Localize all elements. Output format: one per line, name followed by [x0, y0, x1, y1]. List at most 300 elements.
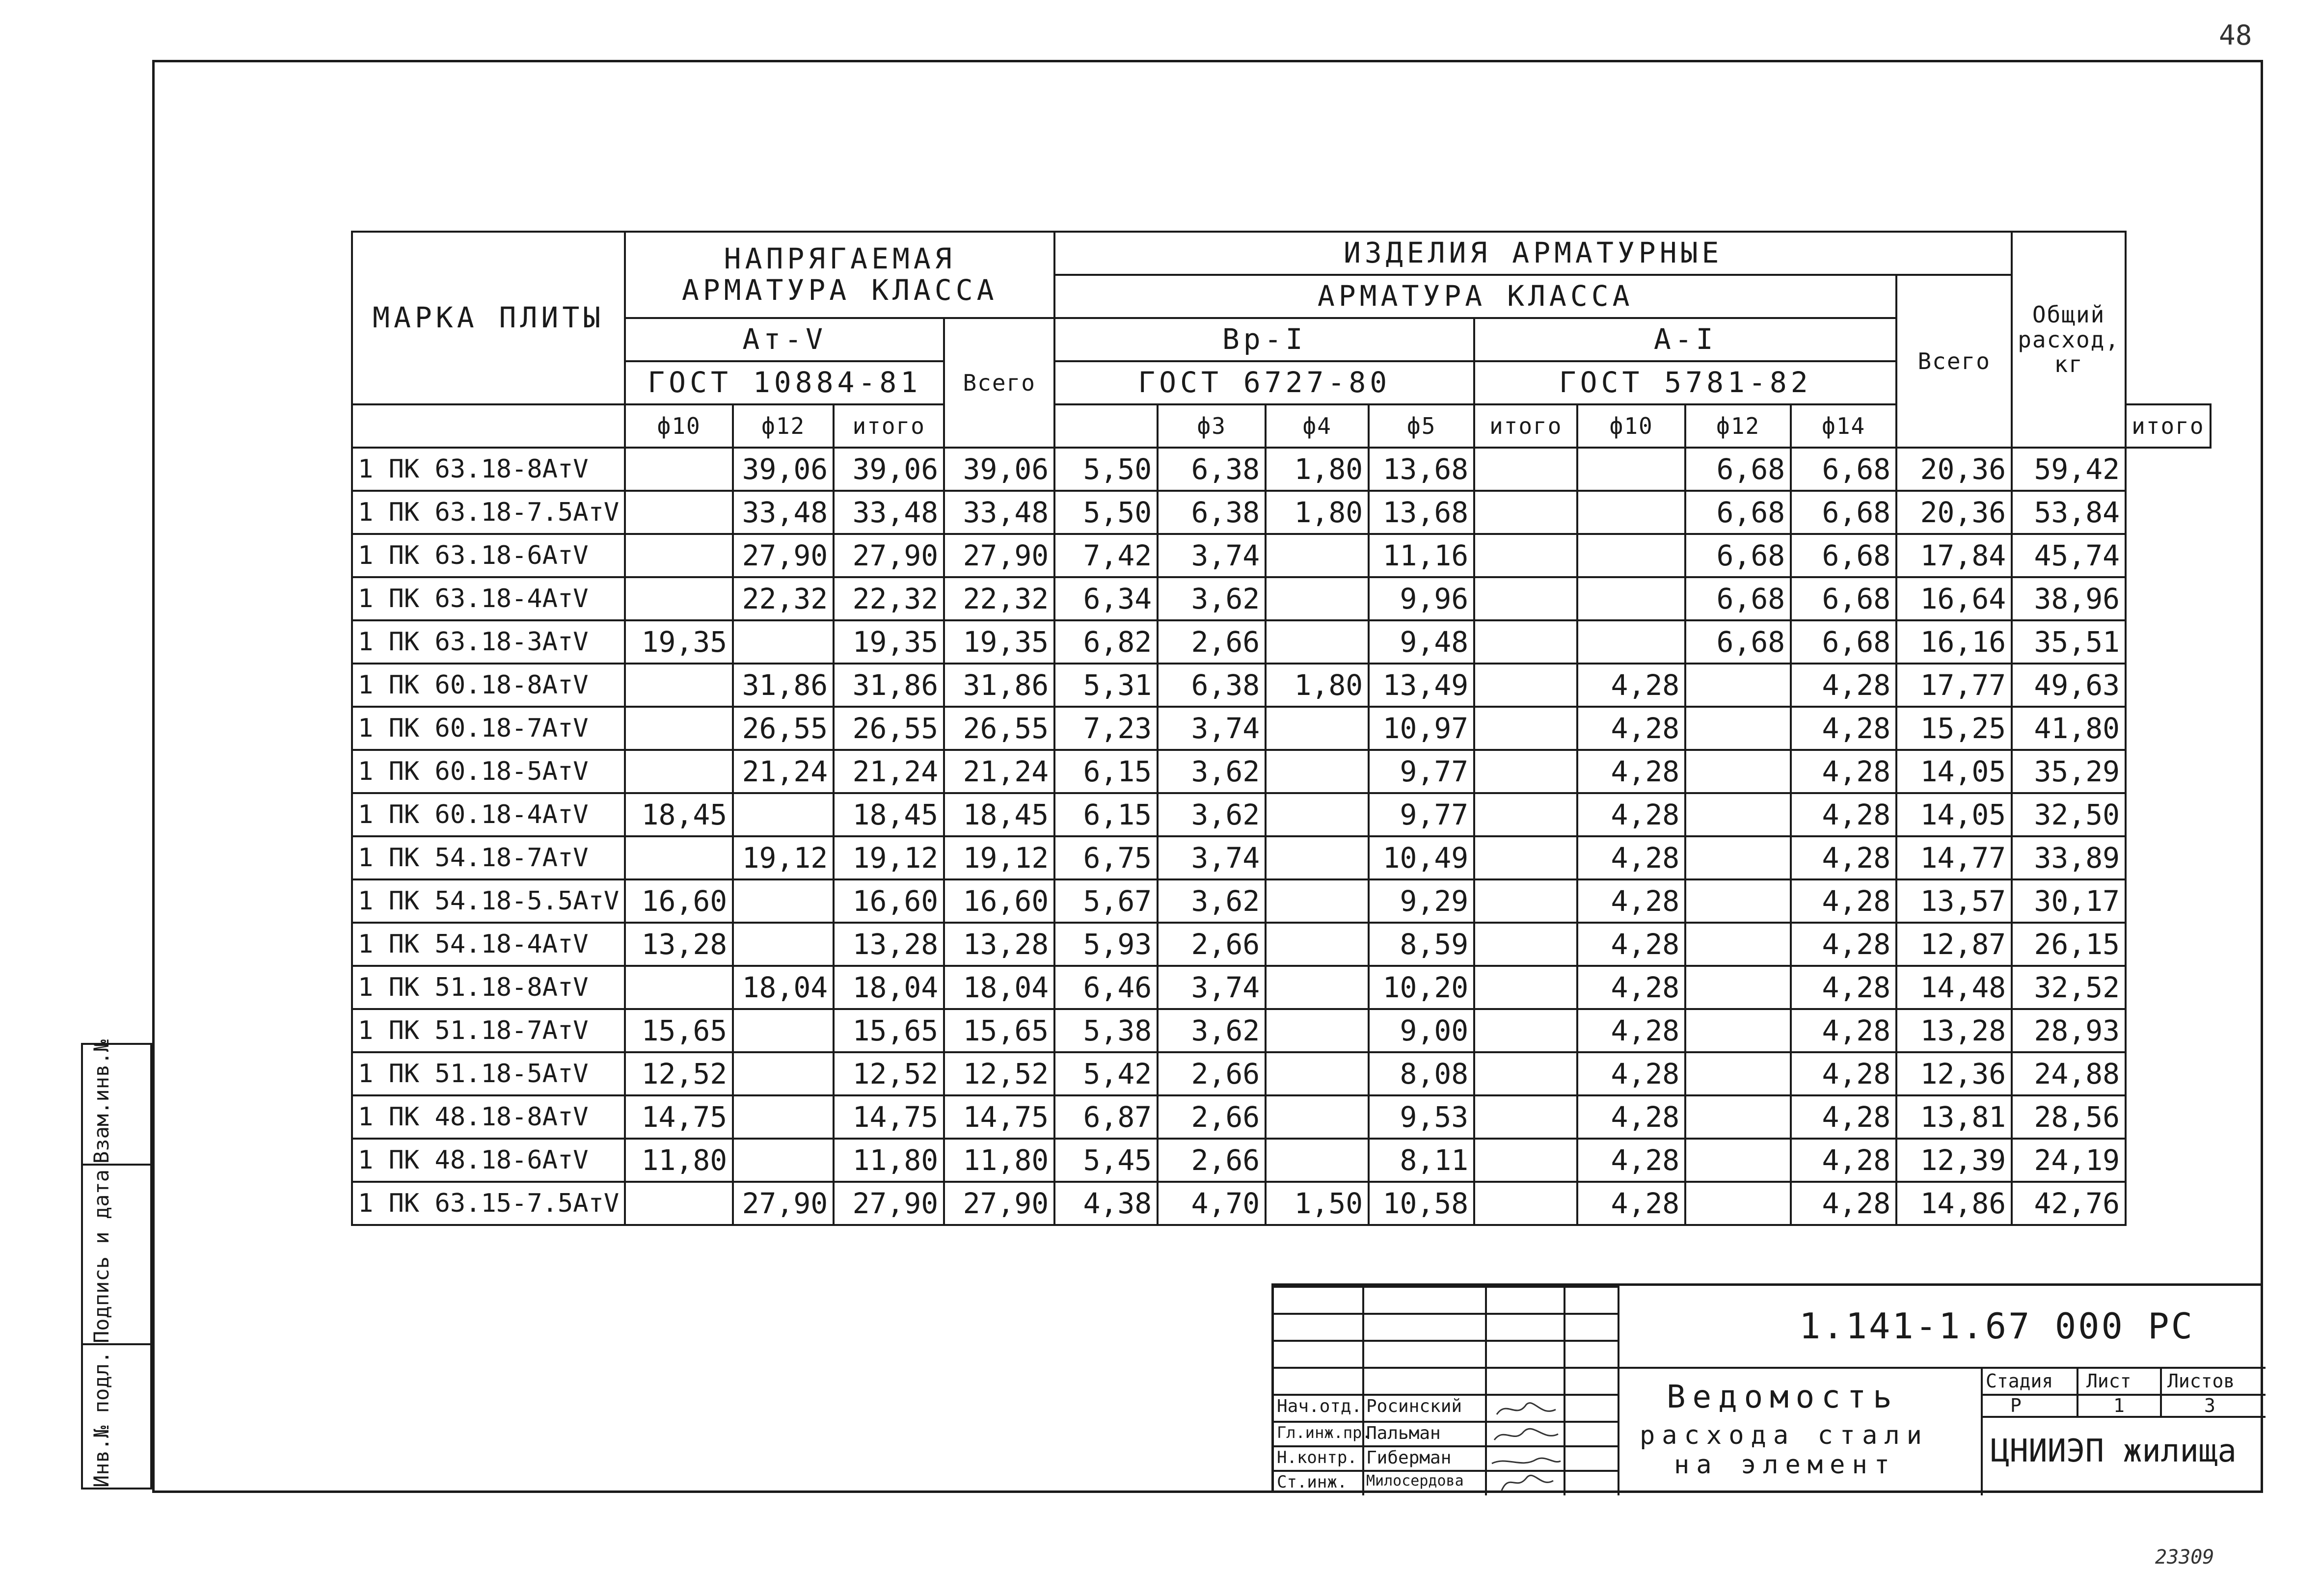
value-cell: 31,86 [834, 664, 944, 707]
side-stamp [81, 1039, 152, 1490]
value-cell [1685, 664, 1791, 707]
value-cell: 4,28 [1577, 664, 1685, 707]
value-cell: 18,45 [625, 793, 733, 836]
value-cell: 10,97 [1369, 707, 1474, 750]
title-line-1: Ведомость [1667, 1379, 1899, 1415]
value-cell: 19,12 [944, 836, 1054, 879]
value-cell: 24,88 [2012, 1052, 2126, 1095]
value-cell: 42,76 [2012, 1182, 2126, 1225]
value-cell [625, 836, 733, 879]
header-rebar-class: АРМАТУРА КЛАССА [1054, 275, 1896, 318]
slab-mark-cell: 1 ПК 51.18-7АтV [352, 1009, 625, 1052]
value-cell: 8,08 [1369, 1052, 1474, 1095]
table-row [352, 1009, 2211, 1052]
value-cell [733, 1095, 834, 1139]
value-cell [1266, 1139, 1369, 1182]
sheet-number: 48 [2219, 20, 2252, 52]
value-cell: 6,68 [1685, 620, 1791, 664]
side-stamp-inv-number: Инв.№ подл. [81, 1343, 152, 1490]
slab-mark-cell: 1 ПК 48.18-6АтV [352, 1139, 625, 1182]
value-cell: 11,80 [834, 1139, 944, 1182]
value-cell: 38,96 [2012, 577, 2126, 620]
value-cell: 20,36 [1896, 448, 2012, 491]
value-cell: 15,65 [944, 1009, 1054, 1052]
slab-mark-cell: 1 ПК 54.18-5.5АтV [352, 879, 625, 923]
slab-mark-cell: 1 ПК 60.18-4АтV [352, 793, 625, 836]
value-cell: 31,86 [944, 664, 1054, 707]
value-cell: 7,42 [1054, 534, 1158, 577]
value-cell: 6,15 [1054, 793, 1158, 836]
header-bp-gost: ГОСТ 6727-80 [1054, 361, 1474, 404]
header-a-gost: ГОСТ 5781-82 [1474, 361, 1896, 404]
value-cell: 9,77 [1369, 793, 1474, 836]
table-row [352, 620, 2211, 664]
value-cell: 27,90 [733, 534, 834, 577]
value-cell: 3,62 [1158, 793, 1266, 836]
value-cell: 19,35 [944, 620, 1054, 664]
value-cell: 39,06 [944, 448, 1054, 491]
value-cell [733, 1009, 834, 1052]
value-cell [1685, 1139, 1791, 1182]
value-cell [1266, 1009, 1369, 1052]
signer-role-3: Н.контр. [1277, 1448, 1357, 1467]
value-cell: 14,86 [1896, 1182, 2012, 1225]
value-cell [1577, 620, 1685, 664]
value-cell: 19,35 [625, 620, 733, 664]
value-cell: 3,74 [1158, 707, 1266, 750]
value-cell: 4,28 [1577, 1139, 1685, 1182]
value-cell: 6,75 [1054, 836, 1158, 879]
value-cell: 12,39 [1896, 1139, 2012, 1182]
value-cell: 14,05 [1896, 750, 2012, 793]
value-cell: 4,28 [1577, 1095, 1685, 1139]
value-cell [1685, 793, 1791, 836]
value-cell [1266, 534, 1369, 577]
value-cell: 16,60 [834, 879, 944, 923]
value-cell [1266, 923, 1369, 966]
sheet-label: Лист [2086, 1370, 2131, 1392]
value-cell: 27,90 [944, 534, 1054, 577]
slab-mark-cell: 1 ПК 48.18-8АтV [352, 1095, 625, 1139]
sheet-value: 1 [2113, 1395, 2125, 1416]
signer-name-1: Росинский [1366, 1396, 1462, 1416]
value-cell [733, 1139, 834, 1182]
value-cell: 12,36 [1896, 1052, 2012, 1095]
value-cell: 9,53 [1369, 1095, 1474, 1139]
table-row [352, 448, 2211, 491]
subheader-bp-d3: ф3 [1158, 404, 1266, 448]
value-cell: 17,84 [1896, 534, 2012, 577]
value-cell [1266, 879, 1369, 923]
value-cell [625, 1182, 733, 1225]
value-cell [1577, 448, 1685, 491]
value-cell: 3,62 [1158, 1009, 1266, 1052]
value-cell: 3,62 [1158, 577, 1266, 620]
value-cell: 4,70 [1158, 1182, 1266, 1225]
value-cell: 1,80 [1266, 664, 1369, 707]
value-cell: 18,04 [944, 966, 1054, 1009]
value-cell: 4,28 [1791, 1182, 1896, 1225]
value-cell: 16,16 [1896, 620, 2012, 664]
value-cell: 4,38 [1054, 1182, 1158, 1225]
header-bp-class: Вр-I [1054, 318, 1474, 361]
table-row [352, 879, 2211, 923]
value-cell: 10,49 [1369, 836, 1474, 879]
value-cell: 1,80 [1266, 448, 1369, 491]
value-cell: 35,29 [2012, 750, 2126, 793]
table-row [352, 491, 2211, 534]
value-cell [625, 664, 733, 707]
value-cell: 21,24 [733, 750, 834, 793]
value-cell: 6,38 [1158, 448, 1266, 491]
value-cell: 15,25 [1896, 707, 2012, 750]
value-cell: 4,28 [1577, 793, 1685, 836]
slab-mark-cell: 1 ПК 63.18-6АтV [352, 534, 625, 577]
stage-value: Р [2010, 1395, 2022, 1416]
value-cell [1266, 793, 1369, 836]
value-cell: 13,68 [1369, 491, 1474, 534]
side-stamp-signature-date: Подпись и дата [81, 1164, 152, 1345]
value-cell: 9,77 [1369, 750, 1474, 793]
value-cell: 3,74 [1158, 966, 1266, 1009]
table-row [352, 534, 2211, 577]
slab-mark-cell: 1 ПК 63.18-4АтV [352, 577, 625, 620]
value-cell: 4,28 [1577, 1052, 1685, 1095]
value-cell: 15,65 [625, 1009, 733, 1052]
value-cell: 33,48 [834, 491, 944, 534]
value-cell: 6,68 [1791, 534, 1896, 577]
value-cell: 32,50 [2012, 793, 2126, 836]
value-cell: 32,52 [2012, 966, 2126, 1009]
value-cell: 27,90 [944, 1182, 1054, 1225]
value-cell: 13,28 [944, 923, 1054, 966]
value-cell: 20,36 [1896, 491, 2012, 534]
value-cell: 6,68 [1791, 448, 1896, 491]
value-cell [1474, 1139, 1577, 1182]
subheader-at-d10: ф10 [625, 404, 733, 448]
value-cell [1474, 966, 1577, 1009]
value-cell: 39,06 [733, 448, 834, 491]
value-cell [1266, 966, 1369, 1009]
value-cell: 26,55 [944, 707, 1054, 750]
value-cell: 8,59 [1369, 923, 1474, 966]
header-at-class: Ат-V [625, 318, 944, 361]
value-cell: 4,28 [1791, 836, 1896, 879]
value-cell: 13,57 [1896, 879, 2012, 923]
value-cell: 4,28 [1791, 750, 1896, 793]
value-cell: 19,35 [834, 620, 944, 664]
slab-mark-cell: 1 ПК 54.18-7АтV [352, 836, 625, 879]
value-cell: 6,68 [1791, 491, 1896, 534]
value-cell: 16,64 [1896, 577, 2012, 620]
value-cell [1577, 577, 1685, 620]
value-cell [1474, 1182, 1577, 1225]
value-cell: 5,50 [1054, 448, 1158, 491]
subheader-bp-d5: ф5 [1369, 404, 1474, 448]
value-cell [1577, 491, 1685, 534]
value-cell [1685, 836, 1791, 879]
value-cell: 4,28 [1791, 1052, 1896, 1095]
slab-mark-cell: 1 ПК 51.18-5АтV [352, 1052, 625, 1095]
title-line-2: расхода стали [1640, 1421, 1929, 1450]
value-cell: 26,15 [2012, 923, 2126, 966]
value-cell: 4,28 [1577, 966, 1685, 1009]
slab-mark-cell: 1 ПК 63.18-3АтV [352, 620, 625, 664]
subheader-at-d12: ф12 [733, 404, 834, 448]
value-cell: 4,28 [1791, 1139, 1896, 1182]
value-cell [1685, 1052, 1791, 1095]
value-cell: 18,45 [834, 793, 944, 836]
value-cell [1474, 707, 1577, 750]
value-cell: 6,46 [1054, 966, 1158, 1009]
table-row [352, 577, 2211, 620]
value-cell: 2,66 [1158, 1139, 1266, 1182]
value-cell: 10,58 [1369, 1182, 1474, 1225]
value-cell: 6,34 [1054, 577, 1158, 620]
value-cell: 26,55 [733, 707, 834, 750]
value-cell: 33,48 [733, 491, 834, 534]
value-cell [1266, 707, 1369, 750]
header-total-products: Всего [1896, 275, 2012, 448]
value-cell: 3,74 [1158, 534, 1266, 577]
value-cell: 22,32 [944, 577, 1054, 620]
value-cell [625, 534, 733, 577]
value-cell [733, 923, 834, 966]
value-cell [625, 577, 733, 620]
value-cell: 4,28 [1577, 750, 1685, 793]
value-cell: 19,12 [834, 836, 944, 879]
value-cell: 22,32 [733, 577, 834, 620]
subheader-at-total: итого [834, 404, 944, 448]
signer-role-2: Гл.инж.пр. [1277, 1423, 1372, 1442]
value-cell: 53,84 [2012, 491, 2126, 534]
table-row [352, 836, 2211, 879]
value-cell: 9,29 [1369, 879, 1474, 923]
value-cell: 5,38 [1054, 1009, 1158, 1052]
value-cell: 6,68 [1685, 577, 1791, 620]
value-cell [1474, 750, 1577, 793]
value-cell: 13,28 [1896, 1009, 2012, 1052]
value-cell: 12,87 [1896, 923, 2012, 966]
value-cell: 13,28 [625, 923, 733, 966]
steel-consumption-table [351, 231, 2212, 1226]
table-row [352, 1139, 2211, 1182]
value-cell [625, 750, 733, 793]
value-cell: 5,67 [1054, 879, 1158, 923]
value-cell: 4,28 [1791, 966, 1896, 1009]
signer-name-3: Гиберман [1366, 1448, 1452, 1468]
value-cell: 11,80 [944, 1139, 1054, 1182]
value-cell: 14,48 [1896, 966, 2012, 1009]
subheader-bp-total: итого [1474, 404, 1577, 448]
value-cell: 27,90 [834, 534, 944, 577]
stage-label: Стадия [1986, 1370, 2053, 1392]
value-cell: 5,45 [1054, 1139, 1158, 1182]
value-cell [1266, 1095, 1369, 1139]
value-cell: 3,74 [1158, 836, 1266, 879]
value-cell: 3,62 [1158, 750, 1266, 793]
value-cell [1474, 577, 1577, 620]
value-cell: 21,24 [944, 750, 1054, 793]
slab-mark-cell: 1 ПК 51.18-8АтV [352, 966, 625, 1009]
signer-name-2: Пальман [1366, 1423, 1441, 1443]
value-cell [625, 448, 733, 491]
value-cell: 22,32 [834, 577, 944, 620]
value-cell [1685, 1095, 1791, 1139]
slab-mark-cell: 1 ПК 63.18-8АтV [352, 448, 625, 491]
subheader-spacer [1054, 404, 1158, 448]
value-cell: 9,96 [1369, 577, 1474, 620]
table-row [352, 923, 2211, 966]
value-cell: 35,51 [2012, 620, 2126, 664]
value-cell [625, 707, 733, 750]
value-cell: 4,28 [1791, 664, 1896, 707]
value-cell: 6,68 [1685, 448, 1791, 491]
value-cell: 4,28 [1577, 1182, 1685, 1225]
value-cell: 16,60 [944, 879, 1054, 923]
value-cell: 11,80 [625, 1139, 733, 1182]
subheader-a-d10: ф10 [1577, 404, 1685, 448]
value-cell: 14,75 [944, 1095, 1054, 1139]
header-overall: Общий расход, кг [2012, 232, 2126, 448]
value-cell: 31,86 [733, 664, 834, 707]
value-cell [1474, 620, 1577, 664]
slab-mark-cell: 1 ПК 63.18-7.5АтV [352, 491, 625, 534]
title-line-3: на элемент [1674, 1450, 1897, 1480]
value-cell [733, 793, 834, 836]
value-cell [1685, 750, 1791, 793]
value-cell [1685, 1182, 1791, 1225]
value-cell [1685, 707, 1791, 750]
title-block [1271, 1283, 2263, 1493]
header-mark: МАРКА ПЛИТЫ [352, 232, 625, 404]
value-cell [1474, 836, 1577, 879]
organization: ЦНИИЭП жилища [1991, 1433, 2237, 1469]
value-cell: 6,68 [1685, 534, 1791, 577]
value-cell: 21,24 [834, 750, 944, 793]
value-cell [733, 620, 834, 664]
value-cell: 28,93 [2012, 1009, 2126, 1052]
value-cell [1474, 534, 1577, 577]
value-cell: 39,06 [834, 448, 944, 491]
value-cell: 6,38 [1158, 491, 1266, 534]
value-cell: 4,28 [1791, 1009, 1896, 1052]
value-cell: 8,11 [1369, 1139, 1474, 1182]
value-cell: 26,55 [834, 707, 944, 750]
header-mark-spacer [352, 404, 625, 448]
value-cell [1474, 879, 1577, 923]
value-cell [1685, 923, 1791, 966]
value-cell: 41,80 [2012, 707, 2126, 750]
value-cell: 6,38 [1158, 664, 1266, 707]
value-cell: 14,75 [625, 1095, 733, 1139]
value-cell: 4,28 [1791, 1095, 1896, 1139]
value-cell: 2,66 [1158, 1052, 1266, 1095]
value-cell: 24,19 [2012, 1139, 2126, 1182]
value-cell: 13,28 [834, 923, 944, 966]
side-stamp-replaced-inv: Взам.инв.№ [81, 1043, 152, 1166]
slab-mark-cell: 1 ПК 63.15-7.5АтV [352, 1182, 625, 1225]
value-cell [733, 1052, 834, 1095]
value-cell: 2,66 [1158, 923, 1266, 966]
value-cell: 3,62 [1158, 879, 1266, 923]
value-cell: 5,93 [1054, 923, 1158, 966]
value-cell [1474, 1009, 1577, 1052]
value-cell: 12,52 [834, 1052, 944, 1095]
value-cell: 5,42 [1054, 1052, 1158, 1095]
value-cell: 18,04 [733, 966, 834, 1009]
value-cell: 5,31 [1054, 664, 1158, 707]
signer-role-4: Ст.инж. [1277, 1472, 1348, 1492]
value-cell: 49,63 [2012, 664, 2126, 707]
value-cell: 19,12 [733, 836, 834, 879]
slab-mark-cell: 1 ПК 54.18-4АтV [352, 923, 625, 966]
value-cell: 7,23 [1054, 707, 1158, 750]
value-cell: 14,77 [1896, 836, 2012, 879]
value-cell: 4,28 [1577, 923, 1685, 966]
subheader-a-total: итого [2126, 404, 2210, 448]
value-cell [1474, 491, 1577, 534]
value-cell: 27,90 [733, 1182, 834, 1225]
value-cell: 12,52 [625, 1052, 733, 1095]
subheader-a-d14: ф14 [1791, 404, 1896, 448]
table-row [352, 750, 2211, 793]
header-a-class: А-I [1474, 318, 1896, 361]
value-cell: 2,66 [1158, 1095, 1266, 1139]
table-row [352, 1052, 2211, 1095]
slab-mark-cell: 1 ПК 60.18-5АтV [352, 750, 625, 793]
value-cell: 6,15 [1054, 750, 1158, 793]
value-cell: 33,89 [2012, 836, 2126, 879]
table-row [352, 664, 2211, 707]
value-cell: 6,68 [1791, 620, 1896, 664]
value-cell: 33,48 [944, 491, 1054, 534]
value-cell [1266, 1052, 1369, 1095]
value-cell: 4,28 [1791, 879, 1896, 923]
value-cell: 14,05 [1896, 793, 2012, 836]
subheader-a-d12: ф12 [1685, 404, 1791, 448]
table-row [352, 1182, 2211, 1225]
value-cell [625, 966, 733, 1009]
slab-mark-cell: 1 ПК 60.18-8АтV [352, 664, 625, 707]
value-cell: 1,50 [1266, 1182, 1369, 1225]
value-cell: 6,68 [1685, 491, 1791, 534]
value-cell: 16,60 [625, 879, 733, 923]
value-cell: 13,68 [1369, 448, 1474, 491]
value-cell: 30,17 [2012, 879, 2126, 923]
table-row [352, 1095, 2211, 1139]
value-cell: 59,42 [2012, 448, 2126, 491]
subheader-bp-d4: ф4 [1266, 404, 1369, 448]
value-cell: 4,28 [1577, 836, 1685, 879]
document-code: 1.141-1.67 000 РС [1799, 1305, 2194, 1347]
value-cell [1474, 1095, 1577, 1139]
value-cell [1474, 793, 1577, 836]
value-cell: 6,87 [1054, 1095, 1158, 1139]
value-cell [1266, 836, 1369, 879]
value-cell: 13,81 [1896, 1095, 2012, 1139]
value-cell: 14,75 [834, 1095, 944, 1139]
archive-number: 23309 [2155, 1546, 2214, 1569]
value-cell: 4,28 [1791, 793, 1896, 836]
value-cell: 28,56 [2012, 1095, 2126, 1139]
value-cell: 45,74 [2012, 534, 2126, 577]
value-cell [1266, 750, 1369, 793]
value-cell: 12,52 [944, 1052, 1054, 1095]
header-at-gost: ГОСТ 10884-81 [625, 361, 944, 404]
value-cell: 6,82 [1054, 620, 1158, 664]
value-cell [1474, 923, 1577, 966]
